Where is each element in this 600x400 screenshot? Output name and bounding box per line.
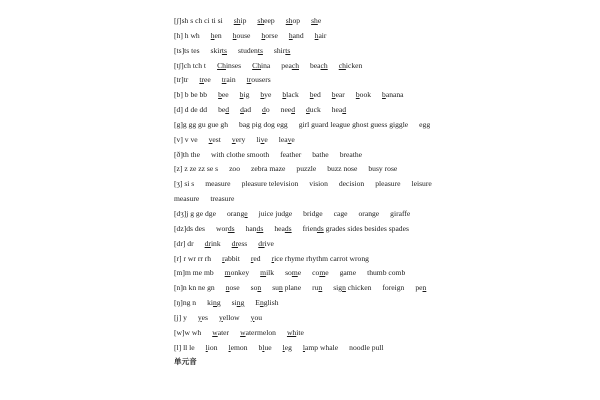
example-word: heads xyxy=(274,223,292,233)
phonics-row xyxy=(174,44,594,59)
example-word: book xyxy=(355,90,372,100)
phonics-row xyxy=(174,59,594,74)
example-word: English xyxy=(255,298,279,308)
example-word: rabbit xyxy=(222,253,240,263)
example-word: drink xyxy=(204,238,221,248)
example-word: zebra maze xyxy=(251,164,286,174)
phonetic-symbol: [tʃ]ch tch t xyxy=(174,60,207,70)
example-word: white xyxy=(286,327,304,337)
phonetic-symbol: measure xyxy=(174,194,200,204)
example-word: zoo xyxy=(229,164,241,174)
phonetic-symbol: [tr]tr xyxy=(174,75,189,85)
phonics-row xyxy=(174,192,594,207)
example-word: decision xyxy=(338,179,365,189)
example-word: lamp whale xyxy=(302,342,339,352)
example-word: very xyxy=(231,134,246,144)
example-word: head xyxy=(331,105,347,115)
phonetic-symbol: [n]n kn ne gn xyxy=(174,283,215,293)
example-word: egg xyxy=(419,119,431,129)
example-word: watermelon xyxy=(240,327,276,337)
example-word: hands xyxy=(245,223,264,233)
example-word: bathe xyxy=(312,149,329,159)
example-word: giraffe xyxy=(390,208,411,218)
example-word: banana xyxy=(382,90,404,100)
example-word: dad xyxy=(240,105,252,115)
example-word: measure xyxy=(205,179,231,189)
phonics-row xyxy=(174,14,594,29)
example-word: dress xyxy=(231,238,248,248)
example-word: orange xyxy=(358,208,380,218)
example-word: bee xyxy=(218,90,229,100)
example-word: pleasure television xyxy=(241,179,299,189)
example-word: leave xyxy=(278,134,295,144)
example-word: bed xyxy=(218,105,230,115)
phonetic-symbol: [ʒ] si s xyxy=(174,179,195,189)
example-word: peach xyxy=(281,60,299,70)
example-word: king xyxy=(207,298,221,308)
example-word: game xyxy=(339,268,357,278)
example-word: son xyxy=(250,283,262,293)
phonetic-symbol: [w]w wh xyxy=(174,327,202,337)
example-word: treasure xyxy=(210,194,235,204)
example-word: vest xyxy=(208,134,221,144)
example-word: shirts xyxy=(273,45,291,55)
example-word: hair xyxy=(314,30,327,40)
example-word: vision xyxy=(309,179,328,189)
example-word: buzz nose xyxy=(327,164,358,174)
example-word: need xyxy=(280,105,295,115)
phonetic-symbol: [ŋ]ng n xyxy=(174,298,197,308)
example-word: pen xyxy=(415,283,427,293)
example-word: bear xyxy=(331,90,345,100)
example-word: milk xyxy=(260,268,275,278)
phonetic-symbol: [h] h wh xyxy=(174,30,200,40)
example-word: hand xyxy=(288,30,304,40)
example-word: sheep xyxy=(257,16,275,25)
phonetic-symbol: [j] y xyxy=(174,312,187,322)
example-word: she xyxy=(311,16,322,25)
phonetic-symbol: [v] v ve xyxy=(174,134,198,144)
example-word: red xyxy=(250,253,261,263)
example-word: bridge xyxy=(303,208,323,218)
example-word: bye xyxy=(260,90,272,100)
example-word: hen xyxy=(210,30,222,40)
phonics-row xyxy=(174,118,594,133)
phonetic-symbol: [dz]ds des xyxy=(174,223,205,233)
example-word: with clothe smooth xyxy=(210,149,270,159)
example-word: shop xyxy=(285,16,301,25)
phonetic-symbol: [d] d de dd xyxy=(174,105,208,115)
phonetic-symbol: [ts]ts tes xyxy=(174,45,200,55)
example-word: trousers xyxy=(246,75,271,85)
example-word: chicken xyxy=(338,60,363,70)
phonetic-symbol: [dr] dr xyxy=(174,238,194,248)
example-word: train xyxy=(221,75,236,85)
phonetic-symbol: [b] b be bb xyxy=(174,90,208,100)
phonetic-symbol: [ð]th the xyxy=(174,149,200,159)
example-word: come xyxy=(312,268,329,278)
example-word: puzzle xyxy=(296,164,317,174)
example-word: house xyxy=(232,30,251,40)
phonics-row xyxy=(174,133,594,148)
example-word: juice judge xyxy=(258,208,293,218)
example-word: sing xyxy=(231,298,245,308)
example-word: friends grades sides besides spades xyxy=(302,223,409,233)
example-word: words xyxy=(216,223,235,233)
example-word: ship xyxy=(233,16,247,25)
example-word: leisure xyxy=(411,179,432,189)
example-word: nose xyxy=(225,283,240,293)
example-word: beach xyxy=(310,60,328,70)
phonics-row xyxy=(174,222,594,237)
example-word: water xyxy=(212,327,230,337)
example-word: sign chicken xyxy=(333,283,372,293)
example-word: yes xyxy=(197,312,208,322)
example-word: skirts xyxy=(210,45,227,55)
example-word: black xyxy=(282,90,299,100)
example-word: cage xyxy=(333,208,348,218)
example-word: leg xyxy=(282,342,292,352)
example-word: students xyxy=(238,45,263,55)
phonetic-symbol: [r] r wr rr rh xyxy=(174,253,212,263)
example-word: do xyxy=(262,105,270,115)
example-word: bed xyxy=(309,90,321,100)
phonics-row xyxy=(174,341,594,356)
phonics-row xyxy=(174,73,594,88)
example-word: bag pig dog egg xyxy=(239,119,288,129)
example-word: blue xyxy=(258,342,272,352)
example-word: rice rhyme rhythm carrot wrong xyxy=(271,253,369,263)
example-word: busy rose xyxy=(368,164,398,174)
example-word: foreign xyxy=(382,283,405,293)
phonetic-symbol: [dʒ]j g ge dge xyxy=(174,208,216,218)
example-word: feather xyxy=(280,149,302,159)
example-word: girl guard league ghost guess giggle xyxy=(298,119,409,129)
phonetic-symbol: [m]m me mb xyxy=(174,268,214,278)
example-word: breathe xyxy=(339,149,363,159)
example-word: run xyxy=(312,283,323,293)
phonics-list xyxy=(174,14,594,355)
phonics-row xyxy=(174,88,594,103)
phonics-row xyxy=(174,103,594,118)
example-word: live xyxy=(256,134,268,144)
phonics-row xyxy=(174,296,594,311)
example-word: noodle pull xyxy=(349,342,384,352)
phonics-row xyxy=(174,252,594,267)
phonetic-symbol: [l] ll le xyxy=(174,342,195,352)
example-word: orange xyxy=(226,208,248,218)
example-word: China xyxy=(252,60,271,70)
phonetic-symbol: [ʃ]sh s ch ci ti si xyxy=(174,16,223,25)
example-word: sun plane xyxy=(272,283,302,293)
example-word: pleasure xyxy=(375,179,401,189)
phonics-row xyxy=(174,207,594,222)
example-word: lemon xyxy=(228,342,248,352)
phonics-row xyxy=(174,148,594,163)
example-word: tree xyxy=(199,75,211,85)
section-heading: 单元音 xyxy=(174,357,197,367)
phonetic-symbol: [z] z ze zz se s xyxy=(174,164,219,174)
example-word: lion xyxy=(205,342,218,352)
example-word: big xyxy=(239,90,250,100)
phonics-row xyxy=(174,162,594,177)
example-word: you xyxy=(250,312,263,322)
example-word: some xyxy=(285,268,302,278)
phonics-row xyxy=(174,326,594,341)
phonics-row xyxy=(174,177,594,192)
document-page xyxy=(174,14,594,370)
phonics-row xyxy=(174,266,594,281)
example-word: thumb comb xyxy=(367,268,406,278)
phonics-row xyxy=(174,29,594,44)
phonics-row xyxy=(174,237,594,252)
example-word: Chinses xyxy=(217,60,242,70)
example-word: horse xyxy=(261,30,278,40)
example-word: monkey xyxy=(224,268,250,278)
phonetic-symbol: [g]g gg gu gue gh xyxy=(174,119,228,129)
phonics-row xyxy=(174,281,594,296)
example-word: drive xyxy=(258,238,274,248)
example-word: duck xyxy=(305,105,321,115)
phonics-row xyxy=(174,311,594,326)
example-word: yellow xyxy=(219,312,240,322)
